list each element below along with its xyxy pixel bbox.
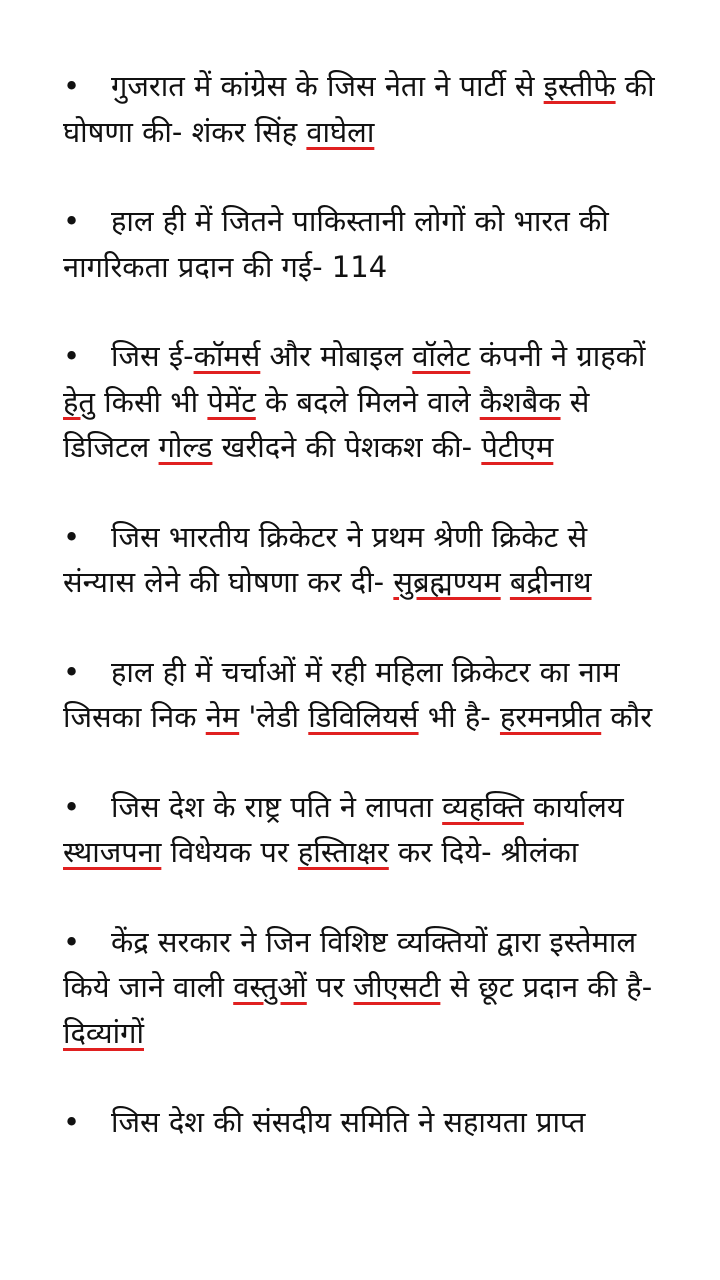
bullet-marker: • — [63, 654, 81, 689]
flagged-word[interactable]: हेतु — [63, 384, 95, 419]
list-item — [63, 199, 663, 290]
flagged-word[interactable]: जीएसटी — [353, 970, 441, 1004]
list-item — [63, 785, 663, 876]
flagged-word[interactable]: वस्तुओं — [233, 970, 307, 1004]
text-segment: जिस देश के राष्ट्र पति ने लापता — [111, 789, 443, 824]
text-segment: कंपनी ने ग्राहकों — [470, 339, 646, 373]
text-segment — [501, 565, 510, 599]
flagged-word[interactable]: वाघेला — [306, 114, 375, 149]
flagged-word[interactable]: सुब्रह्मण्यम — [393, 565, 501, 599]
flagged-word[interactable]: कॉमर्स — [193, 339, 261, 373]
flagged-word[interactable]: डिविलियर्स — [308, 700, 419, 734]
bullet-marker: • — [63, 204, 81, 238]
bullet-list — [63, 64, 663, 1190]
list-item — [63, 64, 663, 155]
text-segment: हाल ही में चर्चाओं में रही महिला क्रिकेटर का नाम जिसका निक — [63, 654, 620, 734]
flagged-word[interactable]: पेमेंट — [207, 384, 256, 419]
flagged-word[interactable]: पेटीएम — [481, 430, 554, 464]
flagged-word[interactable]: बद्रीनाथ — [509, 565, 592, 599]
list-item — [63, 334, 663, 471]
list-item — [63, 920, 663, 1057]
text-segment: जिस ई- — [111, 339, 194, 373]
text-segment: खरीदने की पेशकश की- — [212, 430, 482, 464]
flagged-word[interactable]: वॉलेट — [412, 339, 471, 373]
bullet-marker: • — [63, 924, 81, 959]
text-segment: के बदले मिलने वाले — [255, 384, 480, 419]
flagged-word[interactable]: व्यहक्ति — [442, 789, 524, 824]
flagged-word[interactable]: हरमनप्रीत — [499, 700, 602, 734]
flagged-word[interactable]: हस्तिाक्षर — [297, 835, 389, 869]
list-item — [63, 1100, 663, 1146]
flagged-word[interactable]: कैशबैक — [479, 384, 561, 419]
text-segment: विधेयक पर — [161, 835, 298, 869]
text-segment: कौर — [601, 700, 653, 734]
flagged-word[interactable]: गोल्ड — [158, 430, 213, 464]
text-segment: जिस देश की संसदीय समिति ने सहायता प्राप्त — [111, 1105, 586, 1139]
text-segment: गुजरात में कांग्रेस के जिस नेता ने पार्टी से — [111, 69, 544, 103]
text-segment: से छूट प्रदान की है- — [440, 970, 653, 1004]
text-segment: भी है- — [418, 700, 500, 734]
text-segment: और मोबाइल — [260, 339, 413, 373]
flagged-word[interactable]: स्थाजपना — [63, 835, 162, 869]
text-segment: से डिजिटल — [63, 384, 590, 464]
bullet-marker: • — [63, 1105, 81, 1139]
text-segment: पर — [306, 970, 354, 1004]
bullet-marker: • — [63, 519, 81, 554]
text-segment: कार्यालय — [523, 789, 624, 824]
bullet-marker: • — [63, 69, 81, 103]
text-segment: की घोषणा की- शंकर सिंह — [63, 69, 655, 149]
text-segment: हाल ही में जितने पाकिस्तानी लोगों को भारत की नागरिकता प्रदान की गई- 114 — [63, 204, 609, 284]
list-item — [63, 650, 663, 741]
text-segment: जिस भारतीय क्रिकेटर ने प्रथम श्रेणी क्रिकेट से संन्यास लेने की घोषणा कर दी- — [63, 519, 588, 599]
bullet-marker: • — [63, 339, 81, 373]
text-segment: केंद्र सरकार ने जिन विशिष्ट व्यक्तियों द्वारा इस्तेमाल किये जाने वाली — [63, 924, 637, 1004]
text-segment: कर दिये- श्रीलंका — [388, 835, 579, 869]
flagged-word[interactable]: इस्तीफे — [543, 69, 616, 103]
flagged-word[interactable]: नेम — [205, 700, 240, 734]
flagged-word[interactable]: दिव्यांगों — [63, 1015, 144, 1050]
bullet-marker: • — [63, 789, 81, 824]
text-segment: 'लेडी — [239, 700, 309, 734]
text-segment: किसी भी — [94, 384, 208, 419]
list-item — [63, 515, 663, 606]
